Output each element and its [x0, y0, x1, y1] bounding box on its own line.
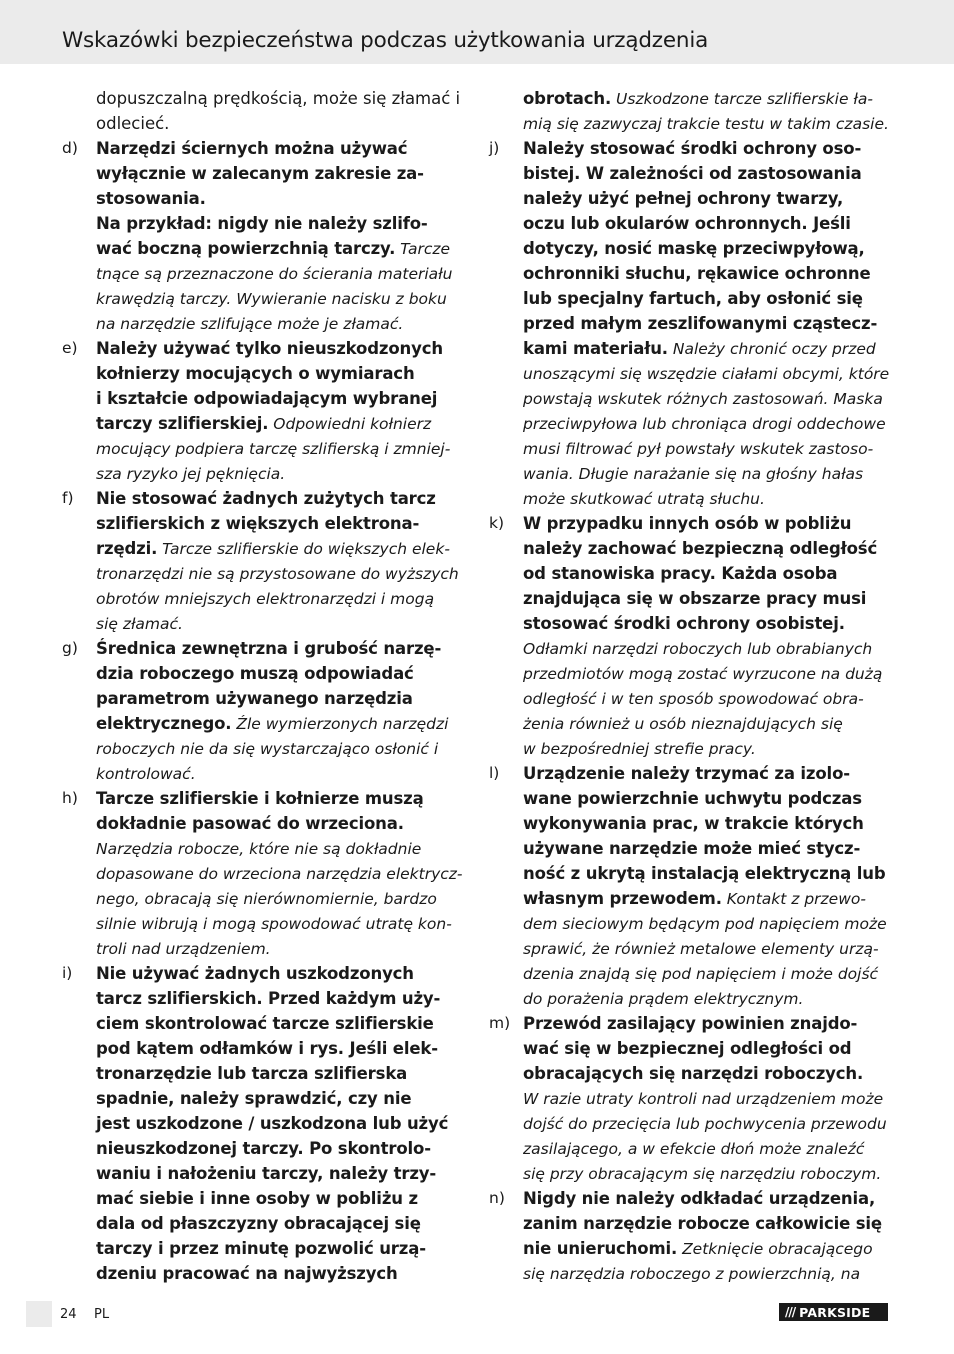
- italic-text: roboczych nie da się wystarczająco osłonić i: [96, 740, 439, 758]
- text-line: [523, 436, 873, 461]
- text-line: [96, 411, 431, 436]
- text-line: [96, 811, 404, 836]
- italic-text: tronarzędzi nie są przystosowane do wyższych: [96, 565, 459, 583]
- text-line: [523, 886, 866, 911]
- text-line: [96, 486, 436, 511]
- text-line: [96, 1186, 418, 1211]
- bold-text: i kształcie odpowiadającym wybranej: [96, 389, 438, 408]
- text-line: [96, 1236, 426, 1261]
- italic-text: obrotów mniejszych elektronarzędzi i mogą: [96, 590, 435, 608]
- bold-text: wane powierzchnie uchwytu podczas: [523, 789, 862, 808]
- bold-text: od stanowiska pracy. Każda osoba: [523, 564, 838, 583]
- bold-text: stosowania.: [96, 189, 206, 208]
- italic-text: Narzędzia robocze, które nie są dokładnie: [96, 840, 422, 858]
- italic-text: silnie wibrują i mogą spowodować utratę kon-: [96, 915, 452, 933]
- text-line: [96, 936, 271, 961]
- text-line: [96, 536, 450, 561]
- bold-text: bistej. W zależności od zastosowania: [523, 164, 862, 183]
- text-line: [96, 1136, 431, 1161]
- text-line: [523, 336, 876, 361]
- text-line: [96, 886, 437, 911]
- text-line: [523, 1086, 883, 1111]
- italic-text: przeciwpyłowa lub chroniąca drogi oddechowe: [523, 415, 886, 433]
- text-line: [523, 636, 872, 661]
- text-line: [96, 111, 169, 136]
- list-marker: e): [62, 339, 78, 357]
- text-line: [96, 186, 206, 211]
- text-line: [523, 1111, 887, 1136]
- italic-text: na narzędzie szlifujące może je złamać.: [96, 315, 404, 333]
- text-line: [523, 136, 861, 161]
- bold-text: wać się w bezpiecznej odległości od: [523, 1039, 852, 1058]
- text-line: [523, 911, 887, 936]
- italic-text: W razie utraty kontroli nad urządzeniem może: [523, 1090, 884, 1108]
- italic-text: dopasowane do wrzeciona narzędzia elektrycz-: [96, 865, 463, 883]
- text-line: [523, 1036, 851, 1061]
- bold-text: oczu lub okularów ochronnych. Jeśli: [523, 214, 851, 233]
- italic-text: Odłamki narzędzi roboczych lub obrabianych: [523, 640, 873, 658]
- text-line: [523, 386, 883, 411]
- bold-text: tronarzędzie lub tarcza szlifierska: [96, 1064, 408, 1083]
- italic-text: dem sieciowym będącym pod napięciem może: [523, 915, 887, 933]
- bold-text: tarczy szlifierskiej.: [96, 414, 269, 433]
- italic-text: Tarcze: [395, 240, 451, 258]
- bold-text: elektrycznego.: [96, 714, 232, 733]
- bold-text: Nie używać żadnych uszkodzonych: [96, 964, 414, 983]
- italic-text: troli nad urządzeniem.: [96, 940, 271, 958]
- italic-text: mocujący podpiera tarczę szlifierską i zmniej-: [96, 440, 451, 458]
- logo-text: PARKSIDE: [799, 1304, 871, 1320]
- text-line: [523, 661, 882, 686]
- italic-text: dopuszczalną prędkością, może się złamać i: [96, 89, 461, 108]
- bold-text: W przypadku innych osób w pobliżu: [523, 514, 852, 533]
- text-line: [96, 611, 183, 636]
- text-line: [523, 1136, 864, 1161]
- list-marker: k): [489, 514, 505, 532]
- italic-text: może skutkować utratą słuchu.: [523, 490, 765, 508]
- text-line: [96, 661, 414, 686]
- bold-text: dotyczy, nosić maskę przeciwpyłową,: [523, 239, 865, 258]
- bold-text: obracających się narzędzi roboczych.: [523, 1064, 864, 1083]
- text-line: [96, 136, 407, 161]
- text-line: [523, 411, 886, 436]
- text-line: [523, 511, 851, 536]
- text-line: [523, 86, 873, 111]
- bold-text: waniu i nałożeniu tarczy, należy trzy-: [96, 1164, 437, 1183]
- page-number: 24: [60, 1307, 77, 1322]
- italic-text: przedmiotów mogą zostać wyrzucone na dużą: [523, 665, 883, 683]
- italic-text: mią się zazwyczaj trakcie testu w takim czasie.: [523, 115, 889, 133]
- italic-text: Źle wymierzonych narzędzi: [231, 715, 449, 733]
- text-line: [96, 911, 452, 936]
- bold-text: dala od płaszczyzny obracającej się: [96, 1214, 421, 1233]
- list-marker: l): [489, 764, 500, 782]
- bold-text: przed małym zeszlifowanymi cząstecz-: [523, 314, 878, 333]
- text-line: [96, 736, 438, 761]
- text-line: [523, 836, 860, 861]
- text-line: [96, 461, 285, 486]
- italic-text: się złamać.: [96, 615, 183, 633]
- text-line: [96, 386, 437, 411]
- text-line: [96, 261, 452, 286]
- bold-text: ność z ukrytą instalacją elektryczną lub: [523, 864, 886, 883]
- italic-text: musi filtrować pył powstały wskutek zastoso-: [523, 440, 874, 458]
- bold-text: Przewód zasilający powinien znajdo-: [523, 1014, 858, 1033]
- bold-text: lub specjalny fartuch, aby osłonić się: [523, 289, 863, 308]
- bold-text: kami materiału.: [523, 339, 668, 358]
- text-line: [96, 711, 448, 736]
- bold-text: znajdująca się w obszarze pracy musi: [523, 589, 867, 608]
- text-line: [96, 1086, 411, 1111]
- text-line: [523, 711, 843, 736]
- bold-text: należy zachować bezpieczną odległość: [523, 539, 878, 558]
- text-line: [523, 536, 877, 561]
- text-line: [523, 686, 864, 711]
- text-line: [523, 586, 866, 611]
- text-line: [96, 361, 415, 386]
- list-marker: n): [489, 1189, 505, 1207]
- text-line: [96, 636, 441, 661]
- text-line: [96, 1211, 421, 1236]
- text-line: [96, 1161, 436, 1186]
- text-line: [523, 1161, 881, 1186]
- text-line: [523, 186, 843, 211]
- bold-text: Należy stosować środki ochrony oso-: [523, 139, 862, 158]
- bold-text: ochronniki słuchu, rękawice ochronne: [523, 264, 871, 283]
- bold-text: tarczy i przez minutę pozwolić urzą-: [96, 1239, 426, 1258]
- list-marker: j): [489, 139, 500, 157]
- bold-text: należy użyć pełnej ochrony twarzy,: [523, 189, 844, 208]
- text-line: [96, 786, 424, 811]
- list-marker: i): [62, 964, 73, 982]
- bold-text: Średnica zewnętrzna i grubość narzę-: [96, 639, 442, 658]
- italic-text: się przy obracającym się narzędziu roboczym.: [523, 1165, 882, 1183]
- italic-text: Należy chronić oczy przed: [667, 340, 876, 358]
- text-line: [96, 561, 459, 586]
- italic-text: Odpowiedni kołnierz: [268, 415, 432, 433]
- italic-text: odległość i w ten sposób spowodować obra-: [523, 690, 864, 708]
- bold-text: używane narzędzie może mieć stycz-: [523, 839, 861, 858]
- text-line: [523, 286, 863, 311]
- italic-text: Tarcze szlifierskie do większych elek-: [157, 540, 450, 558]
- italic-text: wania. Długie narażanie się na głośny hałas: [523, 465, 864, 483]
- bold-text: wać boczną powierzchnią tarczy.: [96, 239, 396, 258]
- text-line: [523, 1261, 860, 1286]
- bold-text: spadnie, należy sprawdzić, czy nie: [96, 1089, 412, 1108]
- header-bar: [0, 0, 954, 64]
- text-line: [96, 686, 413, 711]
- bold-text: Należy używać tylko nieuszkodzonych: [96, 339, 443, 358]
- text-line: [96, 1036, 438, 1061]
- italic-text: dojść do przecięcia lub pochwycenia przewodu: [523, 1115, 887, 1133]
- bold-text: stosować środki ochrony osobistej.: [523, 614, 845, 633]
- bold-text: tarcz szlifierskich. Przed każdym uży-: [96, 989, 441, 1008]
- language-code: PL: [94, 1307, 110, 1322]
- text-line: [523, 1011, 857, 1036]
- text-line: [96, 311, 403, 336]
- bold-text: wykonywania prac, w trakcie których: [523, 814, 864, 833]
- text-line: [523, 561, 837, 586]
- bold-text: rzędzi.: [96, 539, 158, 558]
- text-line: [523, 211, 851, 236]
- text-line: [523, 961, 878, 986]
- text-line: [523, 861, 886, 886]
- text-line: [96, 1261, 398, 1286]
- bold-text: pod kątem odłamków i rys. Jeśli elek-: [96, 1039, 438, 1058]
- text-line: [523, 1211, 882, 1236]
- text-line: [523, 786, 862, 811]
- text-line: [523, 986, 803, 1011]
- text-line: [523, 261, 871, 286]
- text-line: [96, 586, 434, 611]
- bold-text: Tarcze szlifierskie i kołnierze muszą: [96, 789, 424, 808]
- bold-text: dokładnie pasować do wrzeciona.: [96, 814, 404, 833]
- text-line: [523, 811, 864, 836]
- list-marker: h): [62, 789, 78, 807]
- bold-text: kołnierzy mocujących o wymiarach: [96, 364, 415, 383]
- italic-text: unoszącymi się wszędzie ciałami obcymi, które: [523, 365, 890, 383]
- bold-text: jest uszkodzone / uszkodzona lub użyć: [96, 1114, 449, 1133]
- logo-stripes: ///: [785, 1305, 796, 1319]
- italic-text: Zetknięcie obracającego: [677, 1240, 873, 1258]
- text-line: [96, 511, 419, 536]
- text-line: [523, 1186, 875, 1211]
- text-line: [523, 161, 862, 186]
- bold-text: ciem skontrolować tarcze szlifierskie: [96, 1014, 434, 1033]
- italic-text: tnące są przeznaczone do ścierania materiału: [96, 265, 453, 283]
- text-line: [523, 736, 756, 761]
- italic-text: Kontakt z przewo-: [721, 890, 866, 908]
- bold-text: nie unieruchomi.: [523, 1239, 678, 1258]
- list-marker: m): [489, 1014, 511, 1032]
- text-line: [523, 361, 889, 386]
- bold-text: Na przykład: nigdy nie należy szlifo-: [96, 214, 428, 233]
- text-line: [96, 211, 428, 236]
- bold-text: wyłącznie w zalecanym zakresie za-: [96, 164, 424, 183]
- text-line: [523, 461, 863, 486]
- text-line: [96, 236, 450, 261]
- page-title: Wskazówki bezpieczeństwa podczas użytkowania urządzenia: [62, 28, 709, 53]
- text-line: [96, 961, 414, 986]
- italic-text: żenia również u osób nieznajdujących się: [523, 715, 843, 733]
- text-line: [96, 1111, 448, 1136]
- text-line: [523, 1061, 863, 1086]
- text-line: [523, 936, 879, 961]
- bold-text: Urządzenie należy trzymać za izolo-: [523, 764, 850, 783]
- text-line: [96, 86, 460, 111]
- bold-text: zanim narzędzie robocze całkowicie się: [523, 1214, 882, 1233]
- text-line: [96, 836, 421, 861]
- bold-text: szlifierskich z większych elektrona-: [96, 514, 420, 533]
- text-line: [96, 161, 424, 186]
- text-line: [96, 286, 447, 311]
- list-marker: g): [62, 639, 78, 657]
- bold-text: Nie stosować żadnych zużytych tarcz: [96, 489, 436, 508]
- text-line: [523, 486, 765, 511]
- text-line: [96, 1011, 434, 1036]
- text-line: [96, 761, 196, 786]
- list-marker: d): [62, 139, 78, 157]
- text-line: [96, 336, 443, 361]
- list-marker: f): [62, 489, 74, 507]
- italic-text: do porażenia prądem elektrycznym.: [523, 990, 804, 1008]
- text-line: [523, 236, 865, 261]
- text-line: [96, 986, 440, 1011]
- text-line: [96, 861, 463, 886]
- italic-text: Uszkodzone tarcze szlifierskie ła-: [611, 90, 873, 108]
- bold-text: parametrom używanego narzędzia: [96, 689, 413, 708]
- italic-text: zasilającego, a w efekcie dłoń może znaleźć: [523, 1140, 865, 1158]
- italic-text: nego, obracają się nierównomiernie, bardzo: [96, 890, 437, 908]
- italic-text: sprawić, że również metalowe elementy urzą-: [523, 940, 879, 958]
- italic-text: kontrolować.: [96, 765, 196, 783]
- text-line: [96, 436, 450, 461]
- italic-text: odlecieć.: [96, 114, 170, 133]
- bold-text: dzeniu pracować na najwyższych: [96, 1264, 398, 1283]
- bold-text: Nigdy nie należy odkładać urządzenia,: [523, 1189, 876, 1208]
- text-line: [523, 761, 850, 786]
- bold-text: własnym przewodem.: [523, 889, 722, 908]
- text-line: [523, 611, 845, 636]
- italic-text: powstają wskutek różnych zastosowań. Maska: [523, 390, 883, 408]
- italic-text: w bezpośredniej strefie pracy.: [523, 740, 756, 758]
- parkside-logo: [779, 1303, 888, 1321]
- text-line: [96, 1061, 407, 1086]
- bold-text: dzia roboczego muszą odpowiadać: [96, 664, 414, 683]
- page-number-box: [26, 1301, 52, 1327]
- bold-text: Narzędzi ściernych można używać: [96, 139, 408, 158]
- text-line: [523, 111, 889, 136]
- bold-text: nieuszkodzonej tarczy. Po skontrolo-: [96, 1139, 431, 1158]
- bold-text: obrotach.: [523, 89, 612, 108]
- text-line: [523, 311, 877, 336]
- italic-text: się narzędzia roboczego z powierzchnią, na: [523, 1265, 861, 1283]
- italic-text: dzenia znajdą się pod napięciem i może dojść: [523, 965, 879, 983]
- text-line: [523, 1236, 873, 1261]
- italic-text: krawędzią tarczy. Wywieranie nacisku z boku: [96, 290, 447, 308]
- bold-text: mać siebie i inne osoby w pobliżu z: [96, 1189, 418, 1208]
- italic-text: sza ryzyko jej pęknięcia.: [96, 465, 286, 483]
